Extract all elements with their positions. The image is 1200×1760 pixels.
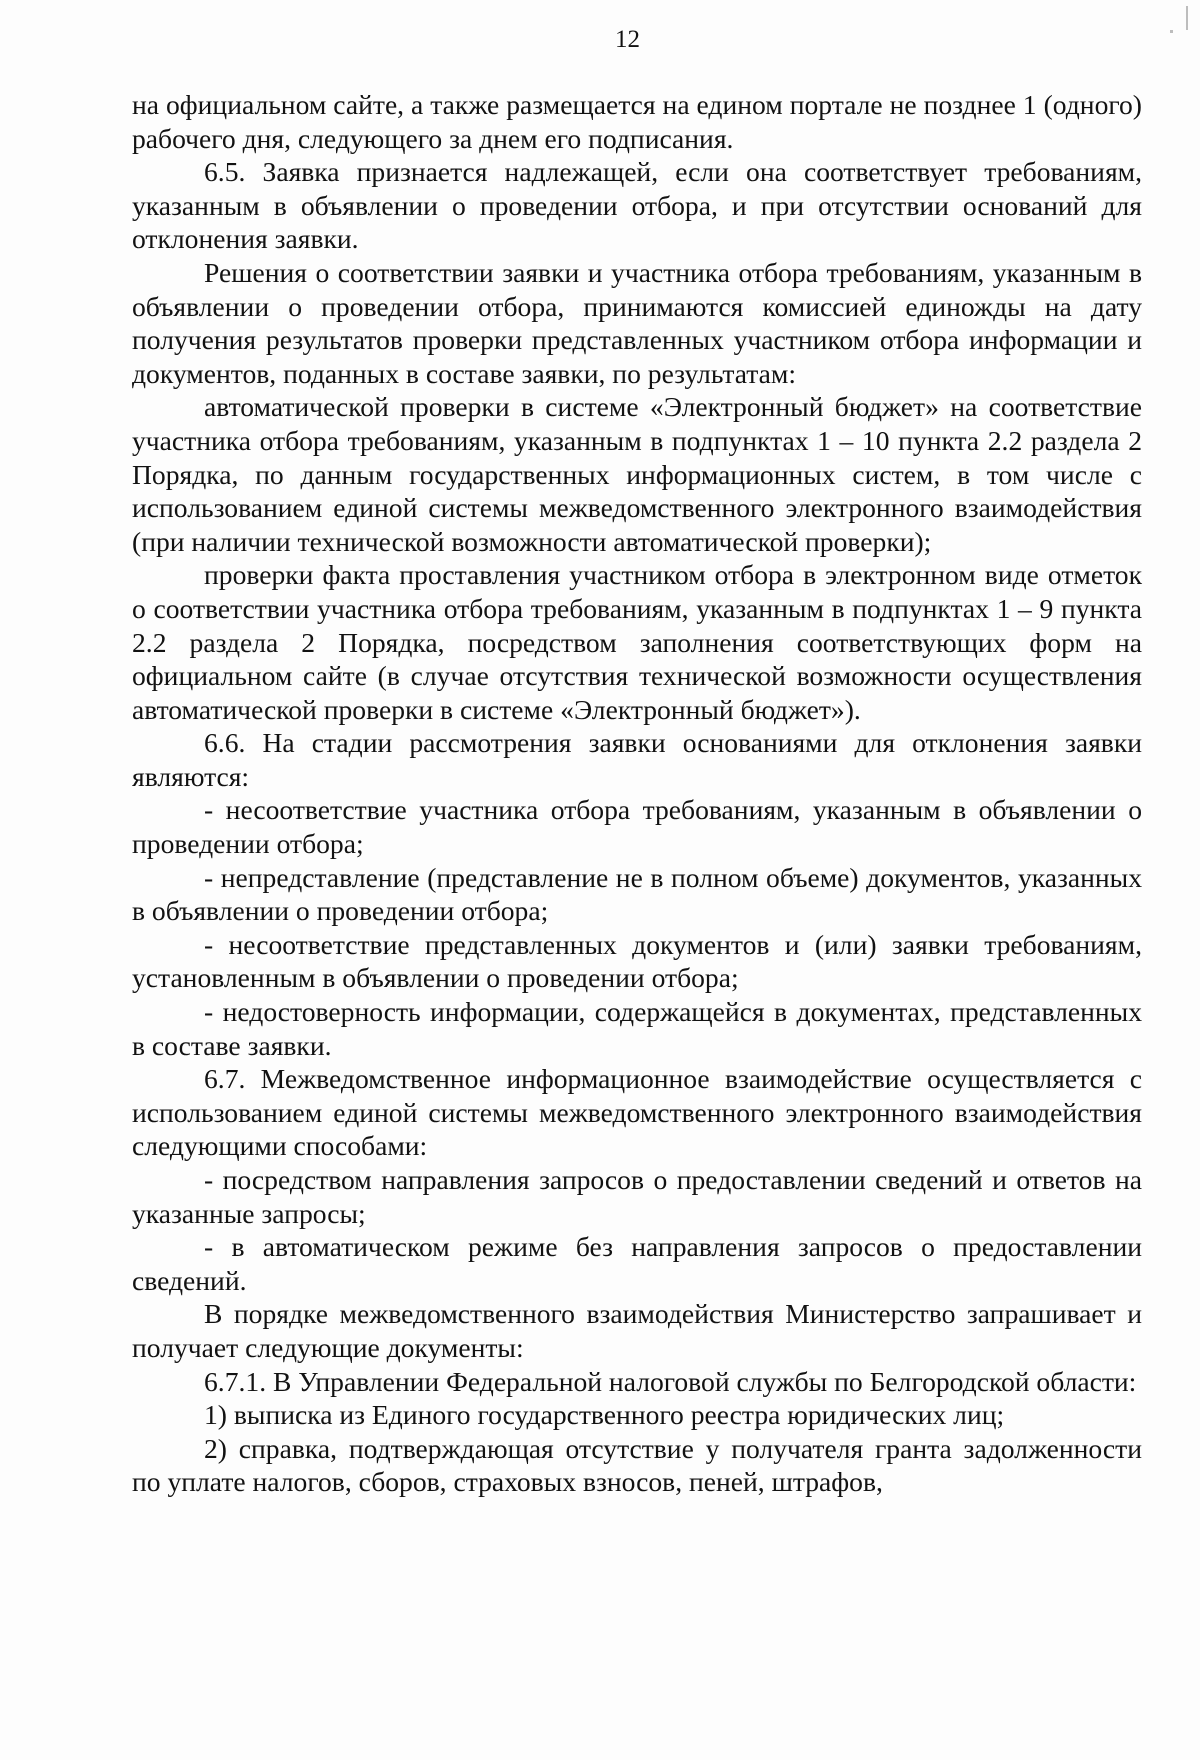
paragraph-continuation: на официальном сайте, а также размещается на едином портале не позднее 1 (одного) рабочего дня, следующего за днем его подписания. (132, 89, 1142, 154)
document-body (132, 88, 1142, 1499)
page-number: 12 (615, 26, 640, 53)
paragraph-6-7: 6.7. Межведомственное информационное взаимодействие осуществляется с использованием единой системы межведомственного электронного взаимодействия следующими способами: (132, 1063, 1142, 1162)
list-item-noncompliance: - несоответствие участника отбора требованиям, указанным в объявлении о проведении отбора; (132, 794, 1142, 860)
list-item-debt-certificate: 2) справка, подтверждающая отсутствие у получателя гранта задолженности по уплате налогов, сборов, страховых взносов, пеней, штрафов, (132, 1432, 1142, 1498)
paragraph-ministry-requests: В порядке межведомственного взаимодействия Министерство запрашивает и получает следующие документы: (132, 1298, 1142, 1363)
paragraph-automatic-check: автоматической проверки в системе «Электронный бюджет» на соответствие участника отбора требованиям, указанным в подпунктах 1 – 10 пункта 2.2 раздела 2 Порядка, по данным государственных информационных систем, в том числе с использованием единой системы межведомственного электронного взаимодействия (при наличии технической возможности автоматической проверки); (132, 391, 1142, 557)
list-item-unreliable-info: - недостоверность информации, содержащейся в документах, представленных в составе заявки. (132, 996, 1142, 1061)
list-item-registry-extract: 1) выписка из Единого государственного реестра юридических лиц; (204, 1399, 1005, 1431)
paragraph-6-6: 6.6. На стадии рассмотрения заявки основаниями для отклонения заявки являются: (132, 727, 1142, 792)
paragraph-decisions: Решения о соответствии заявки и участника отбора требованиям, указанным в объявлении о проведении отбора, принимаются комиссией единожды на дату получения результатов проверки представленных участником отбора информации и документов, поданных в составе заявки, по результатам: (132, 256, 1142, 389)
paragraph-6-5: 6.5. Заявка признается надлежащей, если она соответствует требованиям, указанным в объявлении о проведении отбора, и при отсутствии оснований для отклонения заявки. (132, 156, 1142, 255)
list-item-nonsubmission: - непредставление (представление не в полном объеме) документов, указанных в объявлении о проведении отбора; (132, 861, 1142, 927)
scan-edge-mark (1186, 6, 1188, 30)
paragraph-manual-check: проверки факта проставления участником отбора в электронном виде отметок о соответствии участника отбора требованиям, указанным в подпунктах 1 – 9 пункта 2.2 раздела 2 Порядка, посредством заполнения соответствующих форм на официальном сайте (в случае отсутствия технической возможности осуществления автоматической проверки в системе «Электронный бюджет»). (132, 559, 1142, 725)
list-item-documents-mismatch: - несоответствие представленных документов и (или) заявки требованиям, установленным в объявлении о проведении отбора; (132, 928, 1142, 994)
list-item-requests: - посредством направления запросов о предоставлении сведений и ответов на указанные запросы; (132, 1164, 1142, 1229)
paragraph-6-7-1: 6.7.1. В Управлении Федеральной налоговой службы по Белгородской области: (204, 1365, 1137, 1397)
list-item-automatic-mode: - в автоматическом режиме без направления запросов о предоставлении сведений. (132, 1231, 1142, 1296)
scan-speck (1170, 30, 1173, 33)
